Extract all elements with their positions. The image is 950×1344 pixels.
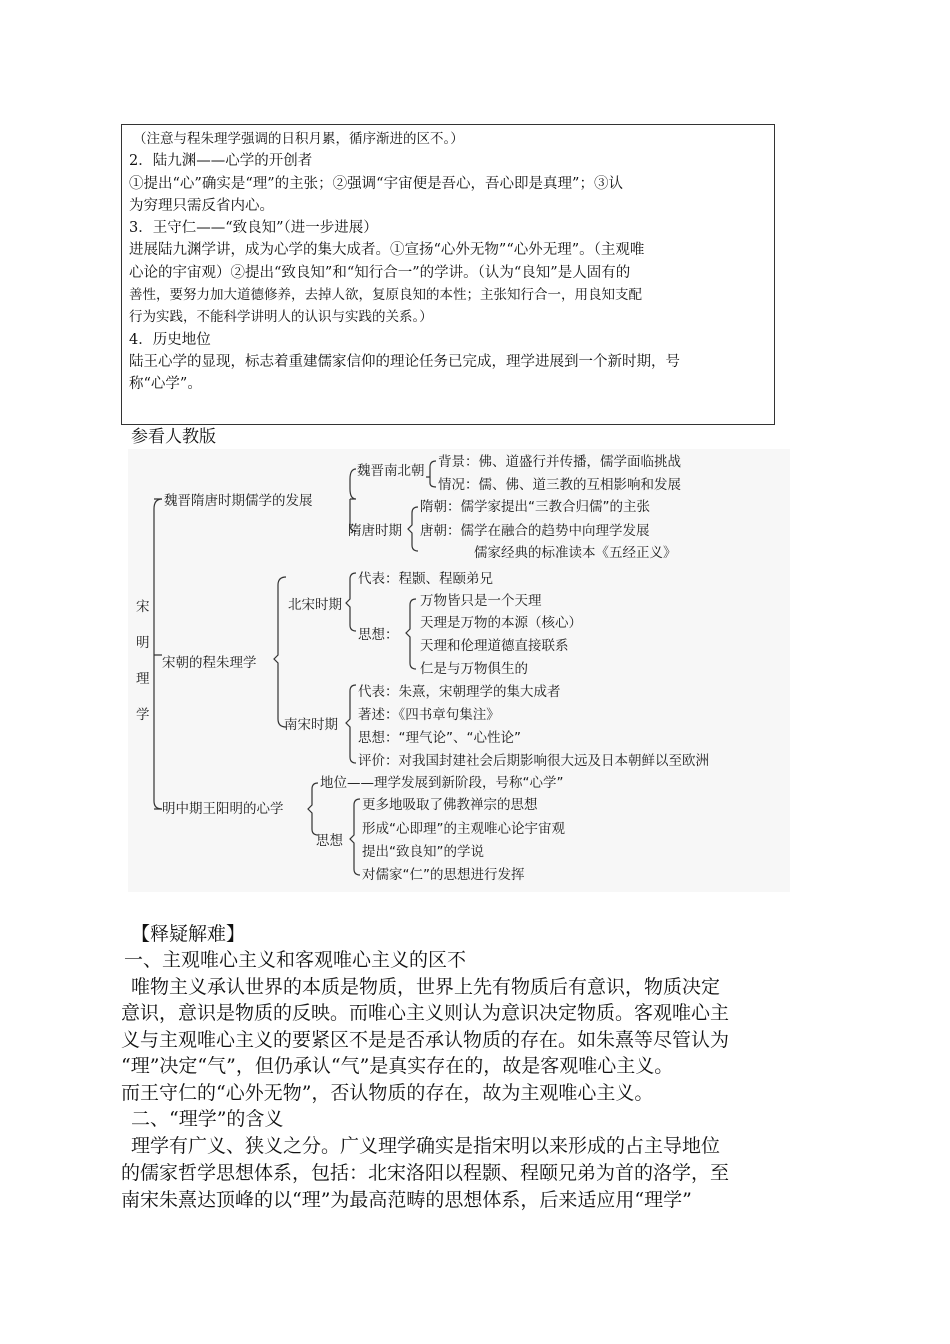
bs-item: 代表：程颢、程颐弟兄 — [358, 571, 493, 587]
q1-line: 义与主观唯心主义的要紧区不是是否承认物质的存在。如朱熹等尽管认为 — [121, 1029, 730, 1051]
st-item: 唐朝：儒学在融合的趋势中向理学发展 — [420, 523, 650, 539]
ns-item: 思想：“理气论”、“心性论” — [358, 730, 521, 746]
b3-sx-label: 思想 — [316, 833, 343, 849]
q2-title: 二、“理学”的含义 — [131, 1108, 284, 1130]
bs-sx-item: 仁是与万物俱生的 — [420, 661, 528, 677]
root-char: 明 — [136, 635, 150, 651]
section-heading: 【释疑解难】 — [131, 923, 246, 945]
branch1-label: 魏晋隋唐时期儒学的发展 — [164, 493, 313, 509]
q2-line: 的儒家哲学思想体系，包括：北宋洛阳以程颢、程颐兄弟为首的洛学，至 — [121, 1162, 730, 1184]
item2-line: ①提出“心”确实是“理”的主张；②强调“宇宙便是吾心，吾心即是真理”；③认 — [129, 175, 623, 192]
bs-sx-item: 天理和伦理道德直接联系 — [420, 638, 569, 654]
branch2-label: 宋朝的程朱理学 — [162, 655, 257, 671]
tree-diagram-svg — [128, 449, 790, 892]
wj-item: 背景：佛、道盛行并传播，儒学面临挑战 — [438, 454, 681, 470]
wj-item: 情况：儒、佛、道三教的互相影响和发展 — [438, 477, 681, 493]
item3-line: 行为实践，不能科学讲明人的认识与实践的关系。） — [129, 309, 433, 326]
branch3-label: 明中期王阳明的心学 — [162, 801, 284, 817]
note-text: （注意与程朱理学强调的日积月累，循序渐进的区不。） — [133, 131, 464, 147]
item2-title: 2．陆九渊——心学的开创者 — [129, 153, 313, 170]
item3-line: 进展陆九渊学讲，成为心学的集大成者。①宣扬“心外无物”“心外无理”。（主观唯 — [129, 242, 645, 259]
q1-line: “理”决定“气”，但仍承认“气”是真实存在的，故是客观唯心主义。 — [121, 1055, 674, 1077]
ns-label: 南宋时期 — [284, 717, 338, 733]
q1-line: 而王守仁的“心外无物”，否认物质的存在，故为主观唯心主义。 — [121, 1082, 654, 1104]
bs-sx-item: 天理是万物的本源（核心） — [420, 615, 582, 631]
b3-sx-item: 更多地吸取了佛教禅宗的思想 — [362, 797, 538, 813]
item3-line: 心论的宇宙观）②提出“致良知”和“知行合一”的学讲。（认为“良知”是人固有的 — [129, 264, 631, 281]
ns-item: 著述：《四书章句集注》 — [358, 707, 500, 723]
wj-label: 魏晋南北朝 — [357, 463, 425, 479]
item4-line: 称“心学”。 — [129, 376, 202, 393]
b3-sx-item: 对儒家“仁”的思想进行发挥 — [362, 867, 525, 883]
bs-sx-item: 万物皆只是一个天理 — [420, 593, 542, 609]
st-item: 儒家经典的标准读本《五经正义》 — [474, 545, 677, 561]
st-label: 隋唐时期 — [348, 523, 402, 539]
bs-label: 北宋时期 — [288, 597, 342, 613]
ns-item: 评价：对我国封建社会后期影响很大远及日本朝鲜以至欧洲 — [358, 753, 709, 769]
st-item: 隋朝：儒学家提出“三教合归儒”的主张 — [420, 499, 650, 515]
root-char: 学 — [136, 707, 150, 723]
item2-line: 为穷理只需反省内心。 — [129, 197, 274, 214]
notes-box — [121, 124, 775, 425]
item4-line: 陆王心学的显现，标志着重建儒家信仰的理论任务已完成，理学进展到一个新时期，号 — [129, 353, 680, 370]
q1-line: 意识，意识是物质的反映。而唯心主义则认为意识决定物质。客观唯心主 — [121, 1002, 730, 1024]
root-char: 理 — [136, 671, 150, 687]
neo-confucianism-tree-diagram — [128, 449, 790, 892]
root-brace — [154, 499, 162, 809]
b3-sx-item: 提出“致良知”的学说 — [362, 844, 484, 860]
reference-label: 参看人教版 — [131, 427, 216, 447]
q1-title: 一、主观唯心主义和客观唯心主义的区不 — [124, 949, 467, 971]
item3-line: 善性，要努力加大道德修养，去掉人欲，复原良知的本性；主张知行合一，用良知支配 — [129, 287, 642, 304]
item4-title: 4．历史地位 — [129, 331, 211, 348]
q2-line: 南宋朱熹达顶峰的以“理”为最高范畴的思想体系，后来适应用“理学” — [121, 1189, 692, 1211]
b3-sx-item: 形成“心即理”的主观唯心论宇宙观 — [362, 821, 565, 837]
root-char: 宋 — [136, 599, 150, 615]
item3-title: 3．王守仁——“致良知”（进一步进展） — [129, 220, 378, 237]
q2-line: 理学有广义、狭义之分。广义理学确实是指宋明以来形成的占主导地位 — [131, 1135, 721, 1157]
ns-item: 代表：朱熹，宋朝理学的集大成者 — [358, 684, 561, 700]
root-label — [136, 599, 150, 723]
b3-dw-item: 地位——理学发展到新阶段，号称“心学” — [320, 775, 564, 791]
bs-sx-label: 思想： — [358, 627, 399, 643]
q1-line: 唯物主义承认世界的本质是物质，世界上先有物质后有意识，物质决定 — [131, 976, 721, 998]
